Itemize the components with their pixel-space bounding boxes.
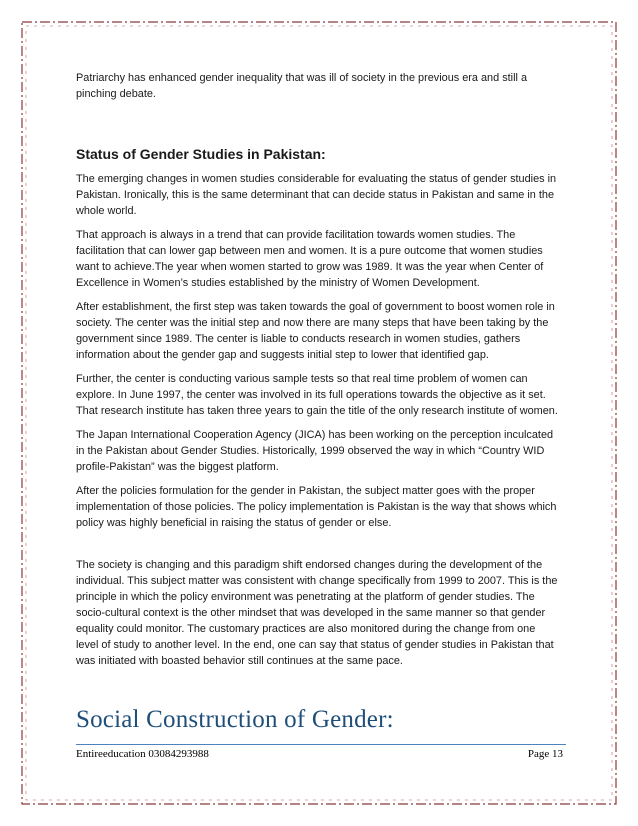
body-paragraph-4: Further, the center is conducting various sample tests so that real time problem of women can explore. In June 1997, the center was involved in its full operations towards the objective as it set. That research institute has taken three years to gain the title of the only research institute of women. [76, 373, 558, 417]
body-paragraph-2: That approach is always in a trend that can provide facilitation towards women studies. The facilitation that can lower gap between men and women. It is a pure outcome that women studies want to achieve.The year when women started to grow was 1989. It was the year when Center of Excellence in Women’s studies established by the ministry of Women Development. [76, 229, 544, 289]
body-paragraph-7: The society is changing and this paradigm shift endorsed changes during the development of the individual. This subject matter was consistent with change specifically from 1999 to 2007. This is the principle in which the policy environment was penetrating at the platform of gender studies. The socio-cultural context is the other mindset that was developed in the same manner so that gender equality could monitor. The customary practices are also monitored during the change from one level of study to another level. In the end, one can say that status of gender studies in Pakistan that was initiated with boasted behavior still continues at the same pace. [76, 559, 558, 667]
footer-contact: Entireeducation 03084293988 [76, 748, 209, 760]
section-heading: Status of Gender Studies in Pakistan: [76, 146, 326, 162]
body-paragraph-1: The emerging changes in women studies considerable for evaluating the status of gender studies in Pakistan. Ironically, this is the same determinant that can decide status in Pakistan and same in the whole world. [76, 173, 557, 217]
body-paragraph-3: After establishment, the first step was taken towards the goal of government to boost women role in society. The center was the initial step and now there are many steps that have been taking by the government since 1989. The center is liable to conducts research in women studies, gathers information about the gender gap and suggests initial step to lower that identified gap. [76, 301, 555, 361]
body-paragraph-6: After the policies formulation for the gender in Pakistan, the subject matter goes with the proper implementation of those policies. The policy implementation is Pakistan is the way that shows which policy was highly beneficial in raising the status of gender or else. [76, 485, 557, 529]
page-body [76, 70, 560, 677]
body-paragraph-5: The Japan International Cooperation Agency (JICA) has been working on the perception inculcated in the Pakistan about Gender Studies. Historically, 1999 observed the way in which “Country WID profile-Pakistan” was the biggest platform. [76, 429, 554, 473]
intro-paragraph: Patriarchy has enhanced gender inequality that was ill of society in the previous era and still a pinching debate. [76, 72, 528, 100]
paragraph-spacer [76, 539, 560, 557]
title-underline [76, 744, 566, 745]
page-number: Page 13 [527, 748, 563, 760]
next-section-title: Social Construction of Gender: [76, 706, 394, 733]
